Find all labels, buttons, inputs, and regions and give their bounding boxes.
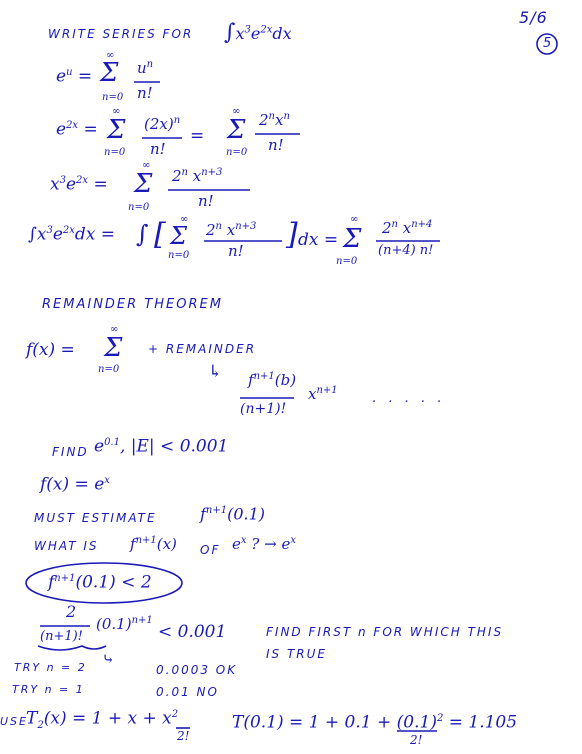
svg-text:n=0: n=0	[128, 202, 150, 213]
eq3-num: 2$^n$ $x^{n+3}$	[172, 167, 223, 185]
find-first-2: IS TRUE	[266, 647, 328, 661]
remainder-xpow: $x^{n+1}$	[308, 385, 338, 403]
must-estimate: MUST ESTIMATE	[34, 511, 157, 525]
eq4-sigma: Σ	[170, 222, 187, 250]
ineq-num: 2	[66, 602, 77, 621]
eq4-dx: dx =	[298, 230, 339, 250]
problem-number-circle	[537, 34, 557, 54]
t2-def: $T_2(x) = 1 + x + x^2$	[26, 708, 179, 732]
eq2-eq: =	[190, 126, 205, 146]
ineq-pow: $(0.1)^{n+1}$	[96, 615, 153, 633]
find-expr: $e^{0.1}$, |E| < 0.001	[94, 436, 229, 457]
eq1-sigma: Σ	[100, 58, 119, 88]
what-is: WHAT IS	[34, 539, 99, 553]
eq1-den: n!	[137, 84, 153, 102]
what-tail: $e^x$ ? → $e^x$	[232, 535, 296, 553]
svg-text:n=0: n=0	[98, 364, 120, 375]
svg-text:n=0: n=0	[104, 147, 126, 158]
svg-text:n=0: n=0	[102, 92, 124, 103]
title-text: WRITE SERIES FOR	[48, 27, 194, 41]
fx-sigma: Σ	[104, 333, 123, 363]
svg-text:n=0: n=0	[226, 147, 248, 158]
page-number: 5/6	[519, 8, 548, 27]
svg-text:∞: ∞	[350, 214, 359, 225]
t-value-den: 2!	[410, 733, 423, 747]
fx-def: $f(x) = e^x$	[40, 474, 110, 495]
what-expr: $f^{n+1}(x)$	[130, 535, 177, 553]
find-first-1: FIND FIRST n FOR WHICH THIS	[266, 625, 504, 639]
eq2-lhs: $e^{2x}$ =	[56, 119, 98, 140]
eq4-den2: (n+4) n!	[378, 243, 434, 258]
boxed-oval	[26, 563, 182, 603]
try-n2: TRY n = 2	[14, 661, 87, 674]
svg-text:n=0: n=0	[336, 256, 358, 267]
remainder-word: + REMAINDER	[148, 342, 257, 356]
svg-text:∞: ∞	[142, 160, 151, 171]
eq2-den1: n!	[150, 140, 166, 158]
svg-text:∞: ∞	[112, 106, 121, 117]
eq4-bracket-close: ]	[286, 217, 298, 252]
remainder-heading: REMAINDER THEOREM	[42, 297, 223, 312]
eq2-num1: $(2x)^n$	[144, 115, 181, 133]
svg-text:∞: ∞	[180, 214, 189, 225]
find-label: FIND	[52, 445, 89, 459]
eq3-sigma: Σ	[134, 169, 153, 199]
eq4-int: ∫	[136, 220, 149, 248]
ineq-rhs: < 0.001	[158, 622, 227, 642]
eq4-sigma2: Σ	[343, 224, 362, 254]
svg-text:∞: ∞	[110, 324, 119, 335]
ineq-underline	[38, 646, 106, 650]
svg-text:∞: ∞	[232, 106, 241, 117]
remainder-num: $f^{n+1}(b)$	[248, 371, 297, 389]
try-n1-result: 0.01 NO	[156, 685, 219, 699]
eq1-frac: $u^n$	[137, 59, 154, 77]
eq4-lhs: $\int x^3e^{2x}dx$ =	[28, 224, 116, 245]
remainder-arrow: ↳	[208, 362, 223, 382]
fx-lhs: f(x) =	[26, 340, 75, 360]
dotted-trail: . . . . .	[372, 391, 446, 406]
boxed-expr: $f^{n+1}(0.1) < 2$	[48, 572, 152, 593]
eq4-bracket-open: [	[154, 217, 166, 252]
ineq-den: (n+1)!	[40, 629, 83, 644]
try-n2-result: 0.0003 OK	[156, 663, 238, 677]
remainder-den: (n+1)!	[240, 401, 287, 417]
t2-den: 2!	[177, 729, 190, 743]
title-integral: $\int x^3e^{2x}dx$	[224, 20, 292, 45]
eq2-num2: $2^nx^n$	[259, 111, 290, 129]
problem-number: 5	[543, 36, 553, 51]
eq3-den: n!	[198, 192, 214, 210]
must-expr: $f^{n+1}(0.1)$	[200, 504, 266, 524]
try-n1: TRY n = 1	[12, 683, 85, 696]
eq1-lhs: $e^u$ =	[56, 66, 93, 87]
eq4-den: n!	[228, 242, 244, 260]
eq4-num2: 2$^n$ $x^{n+4}$	[382, 219, 433, 237]
eq2-sigma2: Σ	[227, 115, 246, 145]
eq3-lhs: $x^3e^{2x}$ =	[50, 174, 108, 195]
svg-text:n=0: n=0	[168, 250, 190, 261]
eq2-sigma1: Σ	[107, 115, 126, 145]
of-word: OF	[200, 543, 221, 557]
svg-text:∞: ∞	[106, 50, 115, 61]
try-n2-arrow: ⤷	[102, 650, 115, 668]
use-label: USE	[0, 715, 28, 728]
eq2-den2: n!	[268, 136, 284, 154]
t-value: $T(0.1) = 1 + 0.1 + (0.1)^2 = 1.105$	[232, 712, 518, 733]
eq4-num: 2$^n$ $x^{n+3}$	[206, 221, 257, 239]
